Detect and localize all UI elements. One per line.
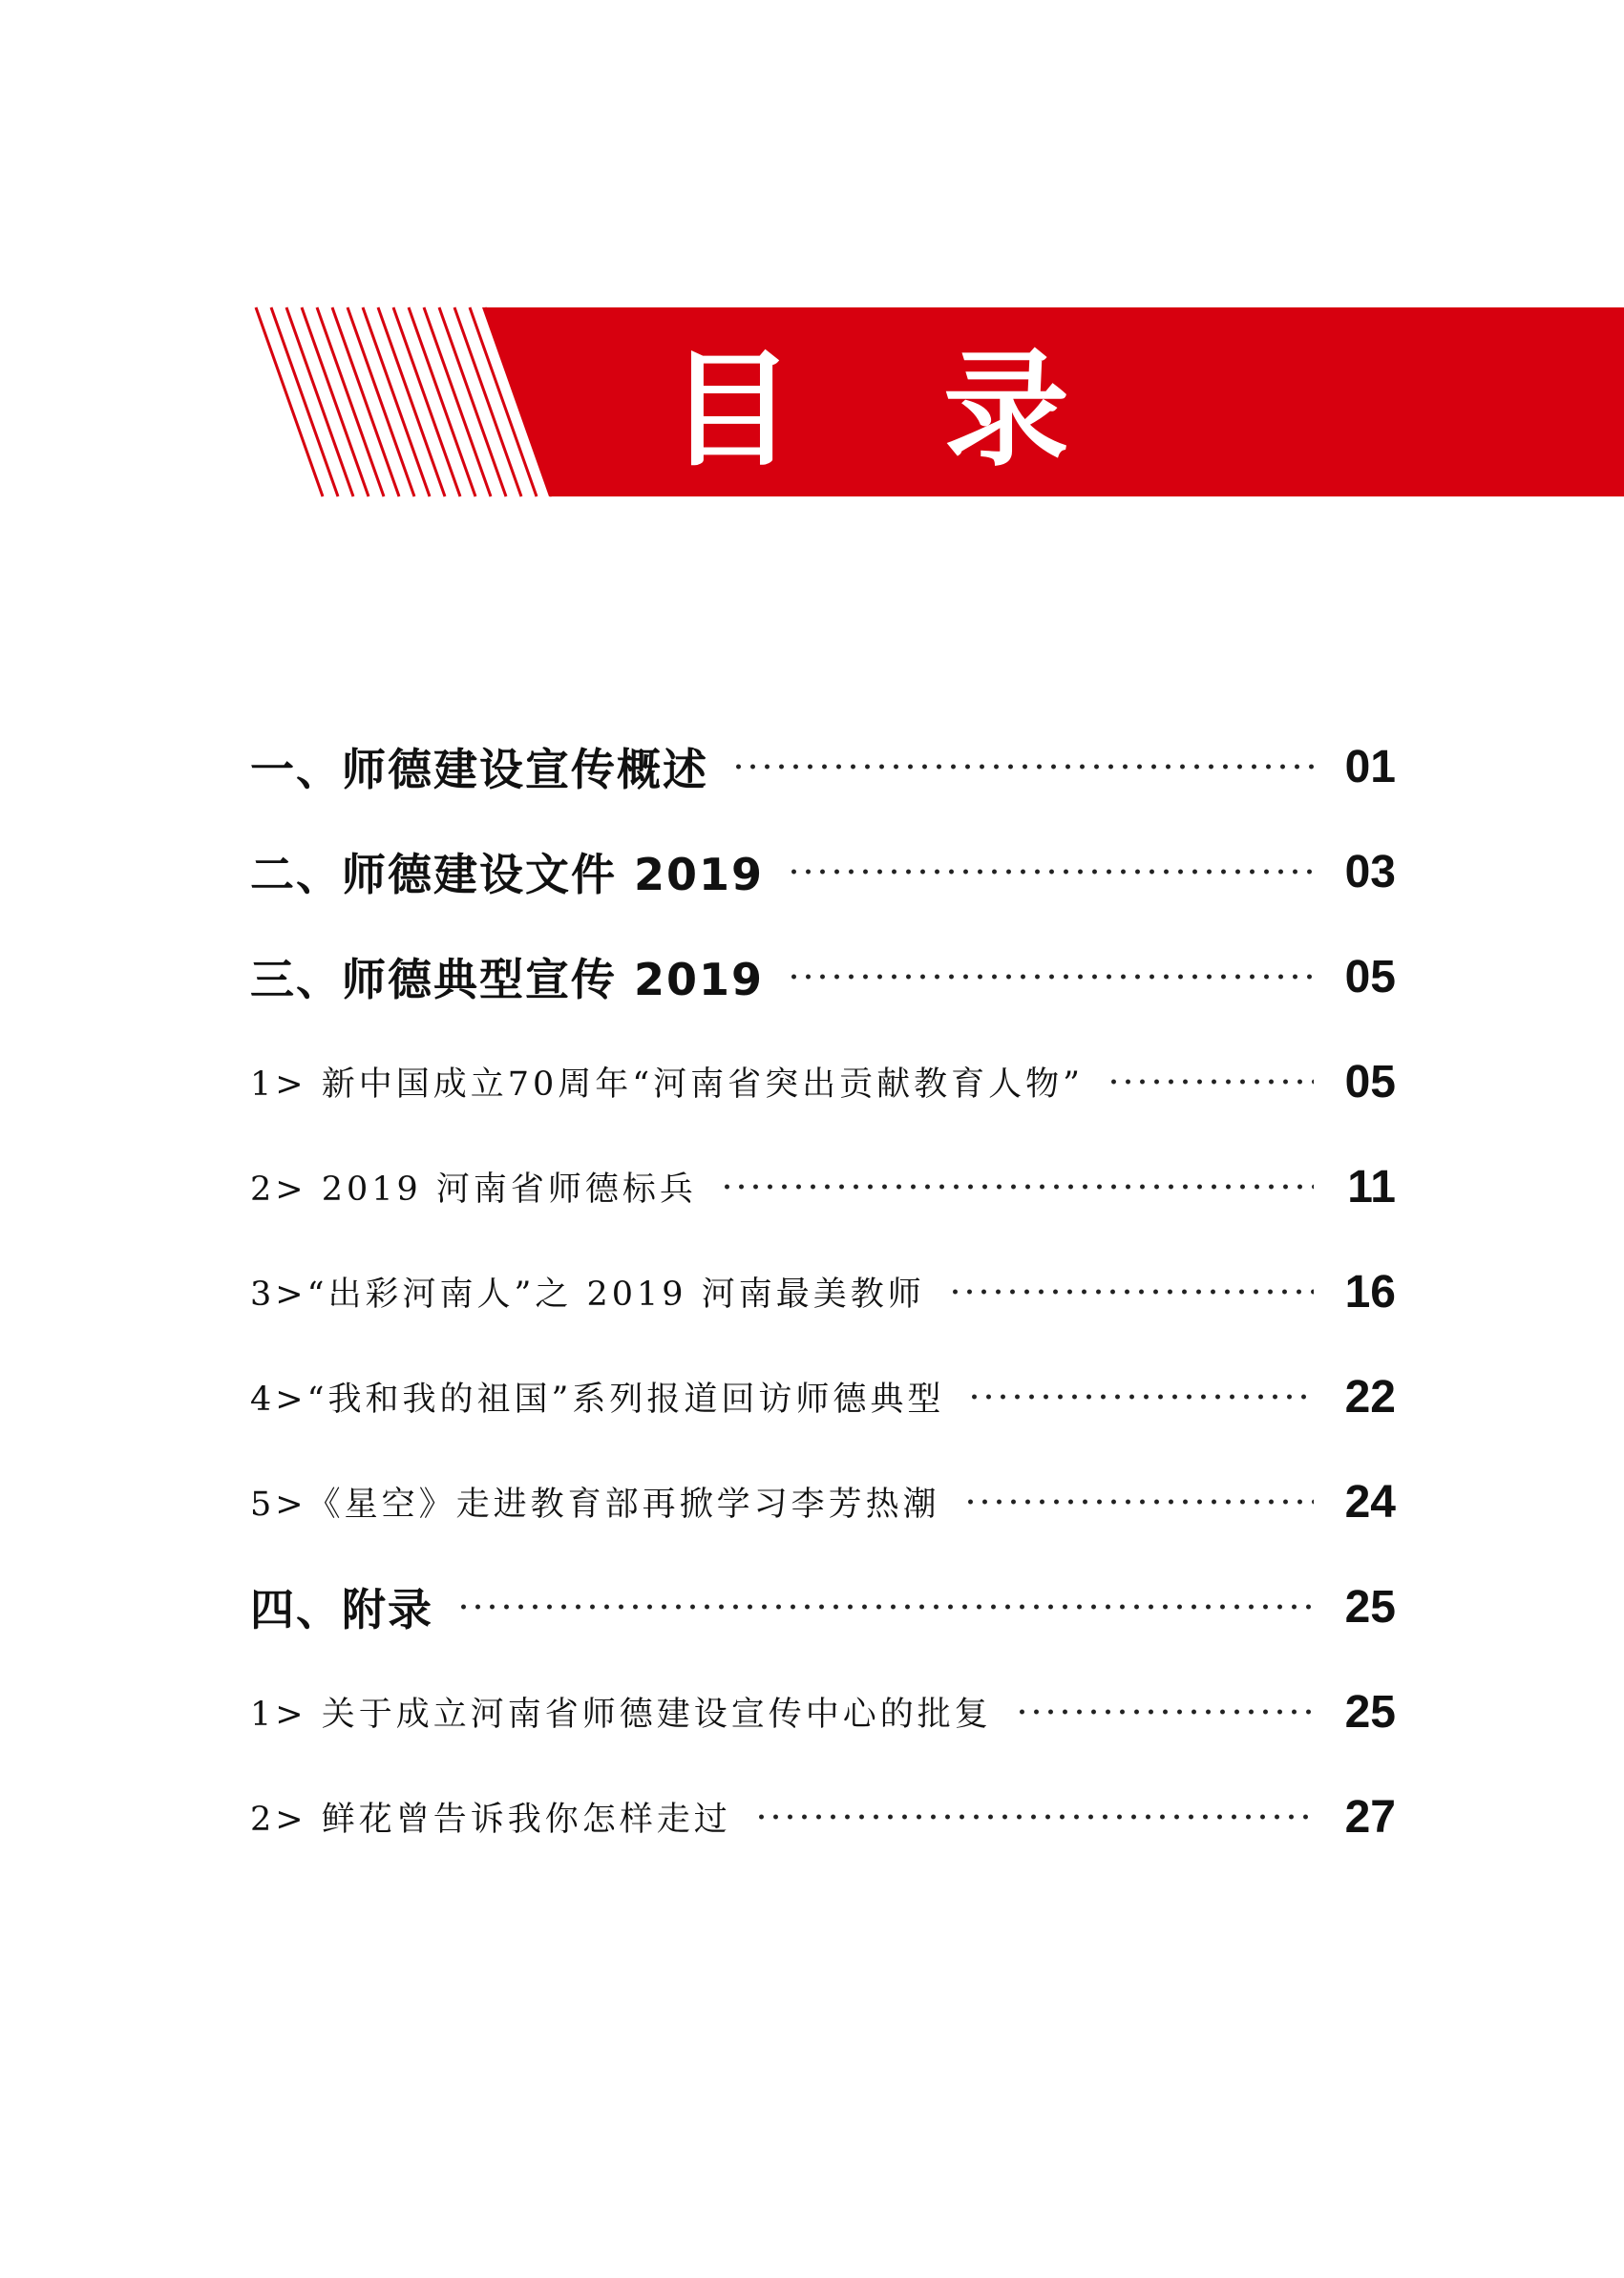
toc-entry-label: 4>“我和我的祖国”系列报道回访师德典型 — [250, 1381, 945, 1419]
toc-entry-page: 25 — [1344, 1686, 1396, 1738]
dot-leader — [754, 1814, 1314, 1820]
toc-subentry-3-5[interactable] — [250, 1472, 1396, 1531]
dot-leader — [731, 764, 1314, 770]
toc-entry-page: 16 — [1344, 1266, 1396, 1318]
toc-entry-page: 27 — [1344, 1791, 1396, 1843]
toc-entry-label: 3>“出彩河南人”之 2019 河南最美教师 — [250, 1276, 925, 1314]
toc-subentry-3-3[interactable] — [250, 1262, 1396, 1321]
toc-subentry-4-1[interactable] — [250, 1682, 1396, 1741]
toc-entry-page: 11 — [1347, 1161, 1396, 1213]
dot-leader — [963, 1499, 1314, 1505]
toc-entry-page: 24 — [1344, 1476, 1396, 1528]
toc-entry-page: 01 — [1344, 741, 1396, 792]
toc-entry-page: 03 — [1344, 846, 1396, 897]
dot-leader — [1107, 1079, 1314, 1085]
toc-entry-label: 2> 2019 河南省师德标兵 — [250, 1171, 697, 1209]
title-banner — [0, 0, 1624, 516]
page-title — [668, 339, 1069, 482]
toc-entry-page: 05 — [1344, 1056, 1396, 1107]
dot-leader — [967, 1394, 1314, 1400]
toc-subentry-3-4[interactable] — [250, 1367, 1396, 1426]
dot-leader — [787, 974, 1314, 980]
toc-entry-label: 三、师德典型宣传 2019 — [250, 954, 765, 1005]
dot-leader — [456, 1604, 1314, 1610]
toc-subentry-3-2[interactable] — [250, 1157, 1396, 1216]
toc-subentry-4-2[interactable] — [250, 1787, 1396, 1846]
toc-entry-label: 四、附录 — [250, 1584, 433, 1635]
toc-entry-label: 5>《星空》走进教育部再掀学习李芳热潮 — [250, 1486, 940, 1524]
dot-leader — [948, 1289, 1314, 1295]
title-char-mu: 目 — [668, 337, 794, 484]
toc-entry-1[interactable] — [250, 737, 1396, 796]
toc-entry-4[interactable] — [250, 1577, 1396, 1636]
toc-entry-label: 二、师德建设文件 2019 — [250, 849, 765, 900]
dot-leader — [720, 1184, 1314, 1190]
toc-entry-page: 05 — [1344, 951, 1396, 1002]
title-char-lu: 录 — [943, 337, 1069, 484]
dot-leader — [787, 869, 1314, 875]
dot-leader — [1015, 1709, 1314, 1715]
toc-entry-2[interactable] — [250, 842, 1396, 901]
toc-entry-label: 2> 鲜花曾告诉我你怎样走过 — [250, 1801, 731, 1839]
toc-entry-page: 25 — [1344, 1581, 1396, 1633]
toc-subentry-3-1[interactable] — [250, 1052, 1396, 1111]
toc-entry-label: 1> 关于成立河南省师德建设宣传中心的批复 — [250, 1696, 992, 1734]
toc-entry-page: 22 — [1344, 1371, 1396, 1423]
toc-entry-label: 一、师德建设宣传概述 — [250, 744, 708, 795]
toc-entry-3[interactable] — [250, 947, 1396, 1006]
toc-entry-label: 1> 新中国成立70周年“河南省突出贡献教育人物” — [250, 1065, 1085, 1104]
